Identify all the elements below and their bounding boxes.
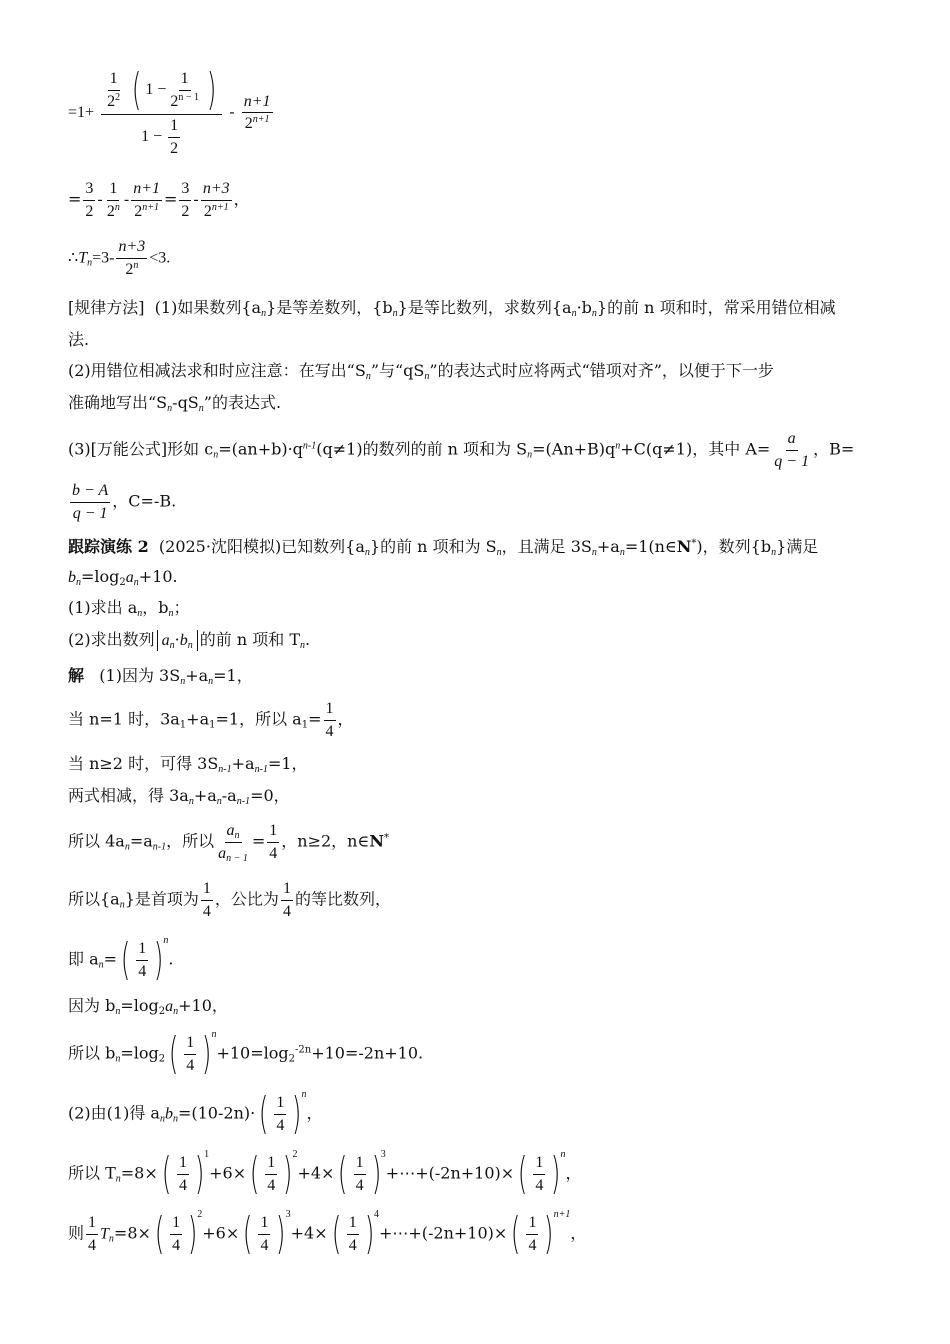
solution-l1: 解 (1)因为 $3S_n+a_n=1$， (68, 666, 253, 687)
method-p1: [规律方法] (1)如果数列$\{a_n\}$是等差数列，$\{b_n\}$是等比数列，求数列$\{a_n\cdot b_n\}$的前 n 项和时，常采用错位相减 法. (68, 298, 836, 349)
solution-l5: 所以 $4a_n=a_{n-1}$，所以 $\frac{a_n}{a_{n - 1}}$ = $\frac{1}{4}$ ，n≥2，n∈N* (68, 822, 389, 864)
solution-l8: 因为 $b_n=\log_2a_n+10$， (68, 996, 228, 1017)
solution-l2: 当 n=1 时，$3a_1+a_1=1$，所以 $a_1=$ $\frac{1}{4}$ ， (68, 700, 354, 740)
solution-l9: 所以 $b_n=\log_2$ ( $\frac{1}{4}$ ) n $+10=\log_2^{-2n}+10=-2n+10$. (68, 1028, 424, 1079)
equation-line-3: $\therefore T_n=3-$ $\frac{n+3}{2^n}$ <3. (68, 238, 171, 278)
solution-l4: 两式相减，得 $3a_n+a_n-a_{n-1}=0$， (68, 786, 290, 807)
solution-l6: 所以$\{a_n\}$是首项为 $\frac{1}{4}$ ，公比为 $\frac{1}{4}$ 的等比数列， (68, 880, 391, 920)
big-fraction: $\frac{1}{2^2}$ ( 1 − $\frac{1}{2^{n - 1}}$ ) 1 − $\frac{1}{2}$ (101, 68, 222, 157)
solution-l3: 当 n≥2 时，可得 $3S_{n-1}+a_{n-1}=1$， (68, 754, 308, 775)
method-p3: (3)[万能公式]形如 $c_n=(an+b)\cdot q^{n-1}(q\ne 1)$的数列的前 n 项和为 $S_n=(An+B)q^n+C(q\ne 1)$，其中 A= $\frac{a}{q - 1}$ ，B= (68, 430, 855, 470)
method-p2: (2)用错位相减法求和时应注意：在写出“$S_n$”与“$qS_n$”的表达式时应将两式“错项对齐”，以便于下一步 准确地写出“$S_n-qS_n$”的表达式. (68, 361, 774, 414)
exercise-statement: 跟踪演练 2 (2025·沈阳模拟)已知数列$\{a_n\}$的前 n 项和为 $S_n$，且满足 $3S_n+a_n=1(n\in N^*)$，数列$\{b_n\}$满足 $b_n=\log_2a_n+10$. (68, 537, 819, 588)
question-1: (1)求出 $a_n$，$b_n$； (68, 598, 190, 619)
question-2: (2)求出数列 $a_n\cdot b_n$ 的前 n 项和 $T_n$. (68, 630, 311, 651)
solution-l10: (2)由(1)得 $a_nb_n=(10-2n)\cdot$ ( $\frac{1}{4}$ ) n ， (68, 1088, 323, 1139)
equation-line-2: = $\frac{3}{2}$ - $\frac{1}{2^n}$ - $\frac{n+1}{2^{n+1}}$ = $\frac{3}{2}$ - $\frac{n+3}{2^{n+1}}$ ， (68, 180, 250, 220)
method-p4: $\frac{b - A}{q - 1}$ ，C=-B. (72, 482, 177, 522)
solution-l11: 所以 $T_n=8\times$ ( $\frac{1}{4}$ ) 1 +6× ( $\frac{1}{4}$ ) 2 +4× ( $\frac{1}{4}$ ) 3 +⋯+(-2n+10)× ( $\frac{1}{4}$ ) n ， (68, 1148, 582, 1199)
exercise-title: 跟踪演练 2 (68, 537, 149, 556)
equation-line-1: =1+ $\frac{1}{2^2}$ ( 1 − $\frac{1}{2^{n - 1}}$ ) 1 − $\frac{1}{2}$ - $\frac{n+1}{2^{n+1}}$ (68, 64, 271, 157)
solution-l12: 则 $\frac{1}{4}$ $T_n=8\times$ ( $\frac{1}{4}$ ) 2 +6× ( $\frac{1}{4}$ ) 3 +4× ( $\frac{1}{4}$ ) 4 +⋯+(-2n+10)× ( $\frac{1}{4}$ ) n+1 ， (68, 1208, 587, 1259)
solution-l7: 即 $a_n=$ ( $\frac{1}{4}$ ) n . (68, 934, 174, 985)
